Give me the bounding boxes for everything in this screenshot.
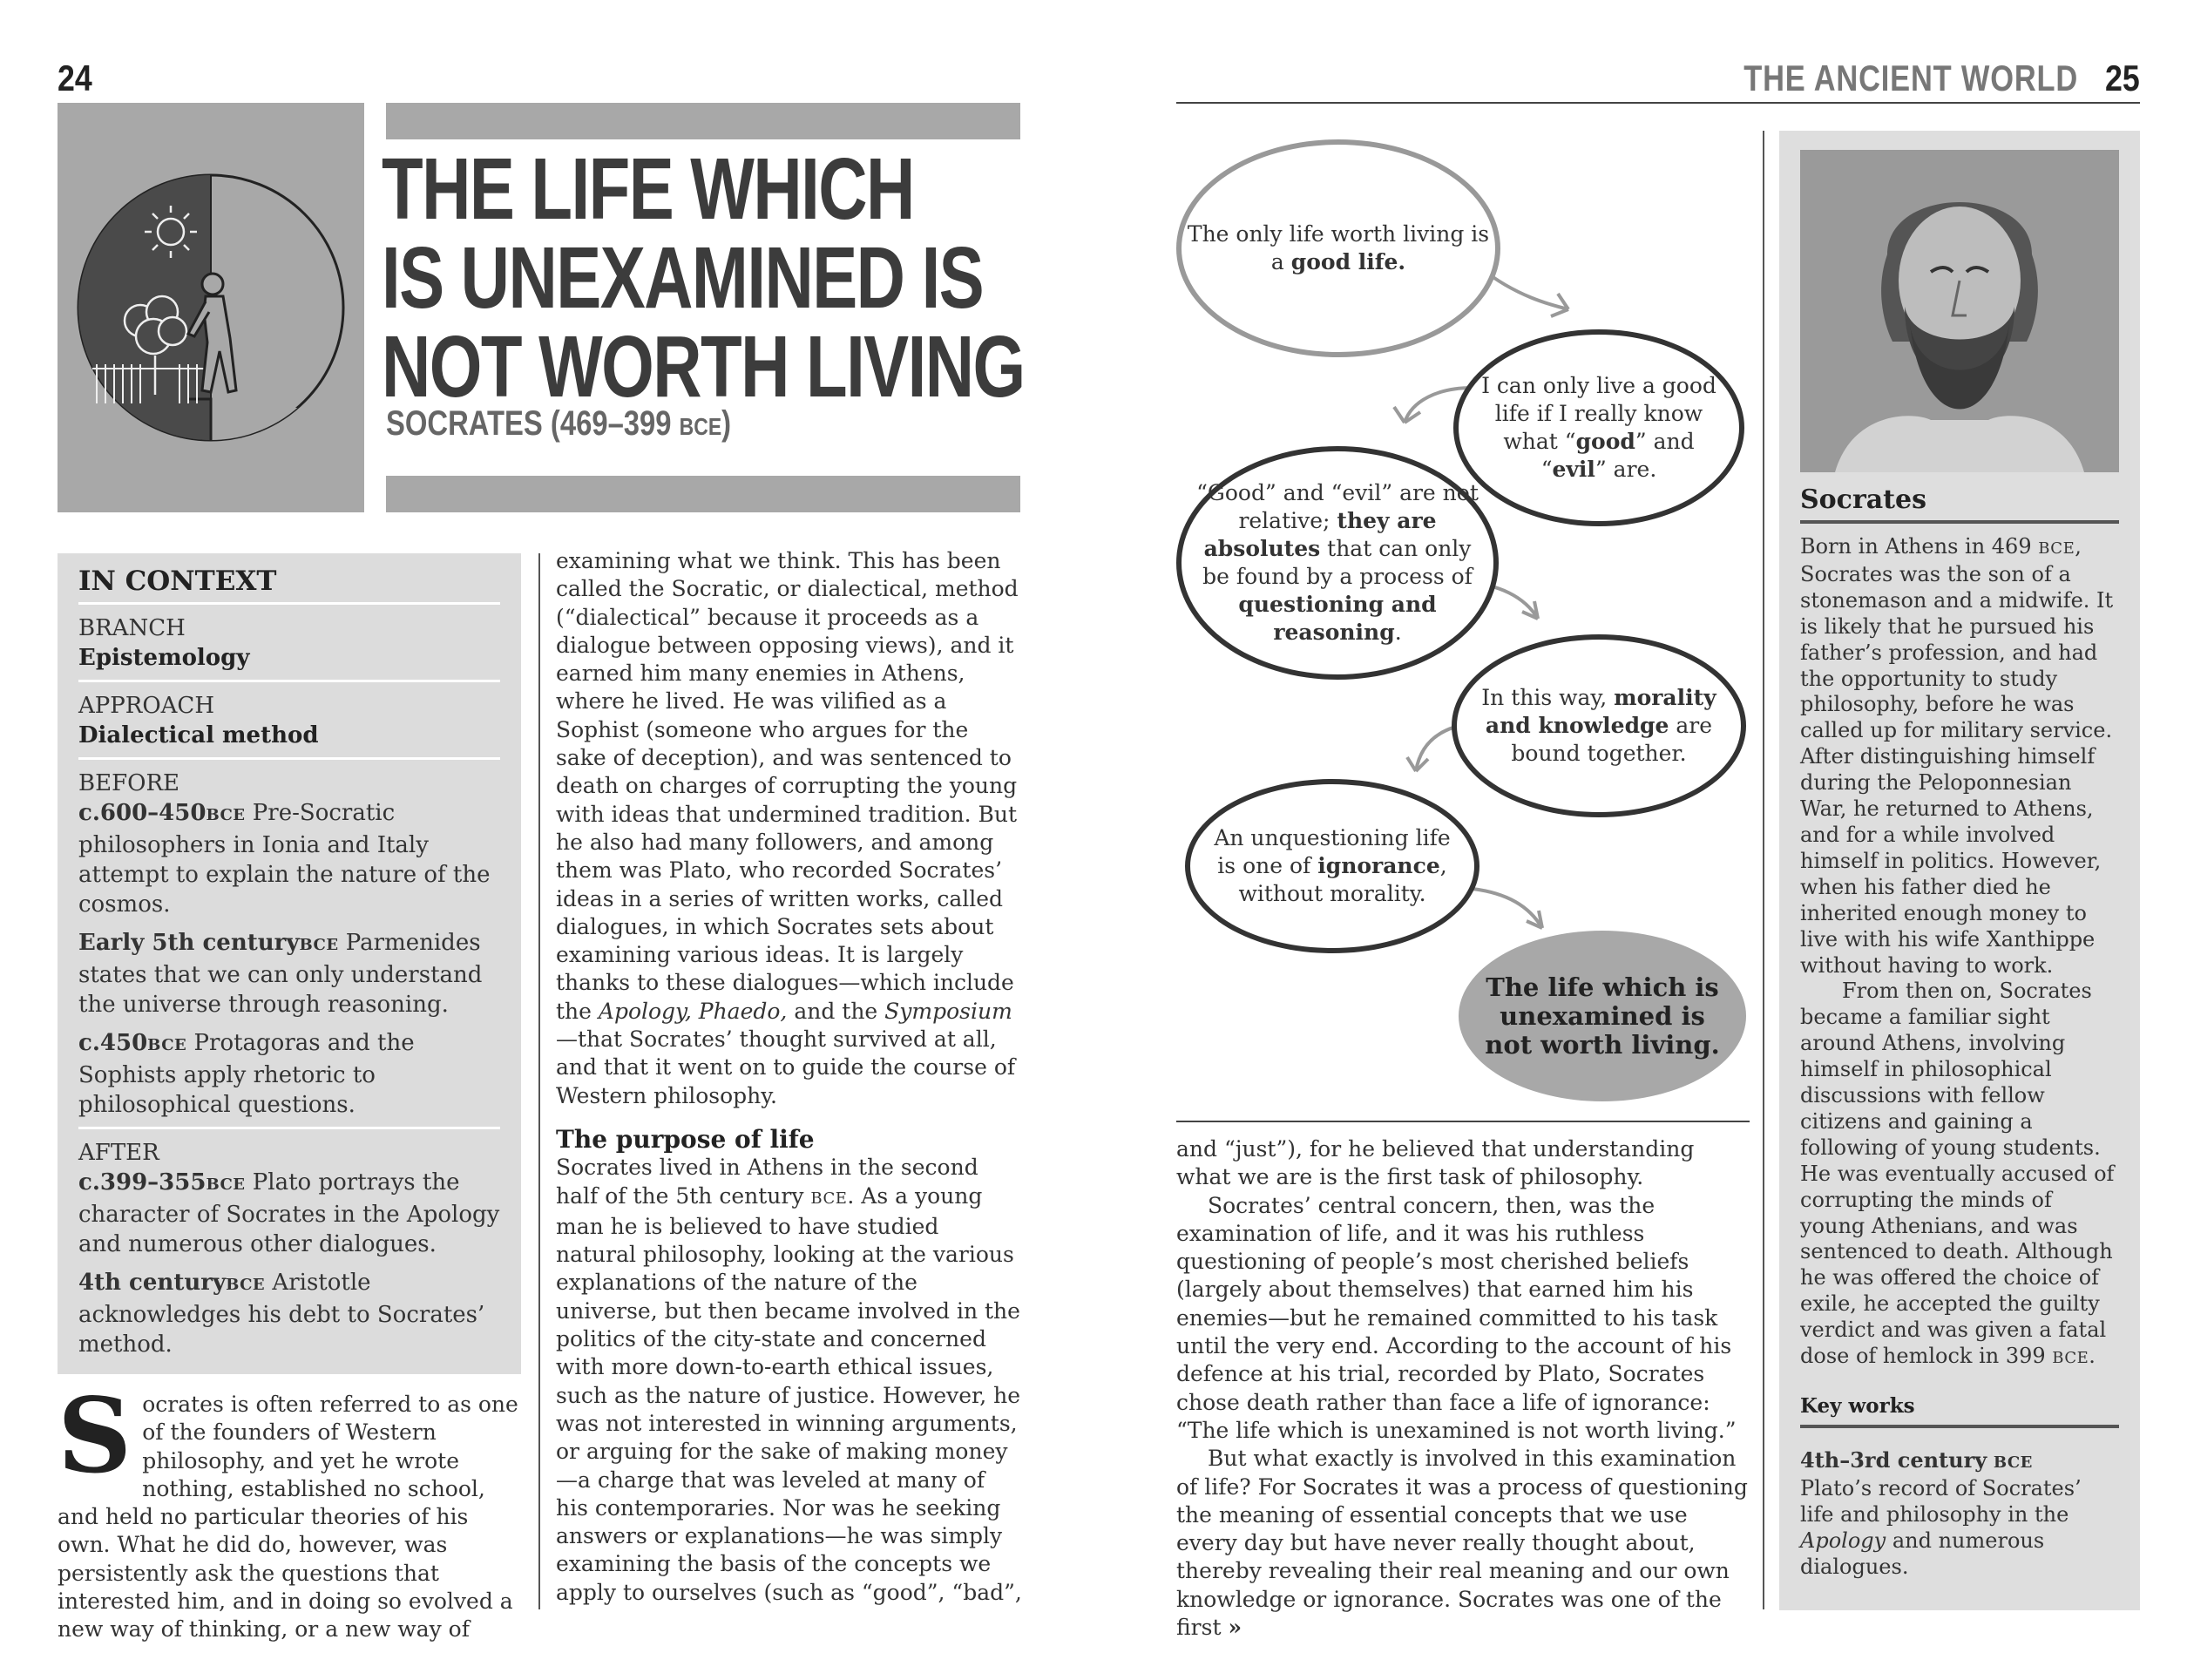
socrates-portrait [1800, 150, 2119, 472]
diagram-rule [1176, 1121, 1750, 1122]
branch-section: BRANCH Epistemology [78, 605, 500, 682]
biography-sidebar [1779, 131, 2140, 1610]
flow-conclusion-bubble: The life which is unexamined is not worth living. [1459, 931, 1746, 1101]
in-context-box [58, 553, 521, 1374]
flow-bubble-3: “Good” and “evil” are not relative; they are absolutes that can only be found by a process of questioning and reasoning. [1176, 446, 1499, 680]
after-item: 4th centuryBCE Aristotle acknowledges his debt to Socrates’ method. [78, 1270, 485, 1358]
column-divider-right [1763, 131, 1764, 1609]
in-context-heading: IN CONTEXT [78, 566, 500, 605]
page-number-left: 24 [58, 58, 92, 98]
body-column-2: examining what we think. This has been called the Socratic, or dialectical, method (“dialectical” because it proceeds as a dialogue between opposing views), and it earned him many enemies in Athens, where he lived. He was vilified as a Sophist (someone who argues for the sake of deception), and was sentenced to death on charges of corrupting the young with ideas that undermined tradition. But he also had many followers, and among them was Plato, who recorded Socrates’ ideas in a series of written works, called dialogues, in which Socrates sets about examining various ideas. It is largely thanks to these dialogues—which include the Apology, Phaedo, and the Symposium—that Socrates’ thought survived at all, and that it went on to guide the course of Western philosophy. The purpose of life Socrates lived in Athens in the second half of the 5th century BCE. As a young man he is believed to have studied natural philosophy, looking at the various explanations of the nature of the universe, but then became involved in the politics of the city-state and concerned with more down-to-earth ethical issues, such as the nature of justice. However, he was not interested in winning arguments, or arguing for the sake of making money—a charge that was leveled at many of his contemporaries. Nor was he seeking answers or explanations—he was simply examining the basis of the concepts we apply to ourselves (such as “good”, “bad”, [556, 548, 1022, 1605]
flow-bubble-4: In this way, morality and knowledge are bound together. [1452, 634, 1746, 817]
sidebar-bio: Born in Athens in 469 BCE, Socrates was the son of a stonemason and a midwife. It is likely that he pursued his father’s profession, and had the opportunity to study philosophy, before he was called up for military service. After distinguishing himself during the Peloponnesian War, he returned to Athens, and for a while involved himself in politics. However, when his father died he inherited enough money to live with his wife Xanthippe without having to work. From then on, Socrates became a familiar sight around Athens, involving himself in philosophical discussions with fellow citizens and gaining a following of young students. He was eventually accused of corrupting the minds of young Athenians, and was sentenced to death. Although he was offered the choice of exile, he accepted the guilty verdict and was given a fatal dose of hemlock in 399 BCE. [1800, 534, 2115, 1369]
body-column-1: Socrates is often referred to as one of the founders of Western philosophy, and yet he wrote nothing, established no school, and held no particular theories of his own. What he did do, however, was persistently ask the questions that interested him, and in doing so evolved a new way of thinking, or a new way of [58, 1375, 518, 1643]
after-section: AFTER c.399–355BCE Plato portrays the character of Socrates in the Apology and numerous other dialogues. 4th centuryBCE Aristotle acknowledges his debt to Socrates’ method. [78, 1140, 500, 1358]
title-bar-bottom [386, 476, 1020, 512]
byline: SOCRATES (469–399 BCE) [386, 404, 732, 443]
continue-mark: » [1228, 1615, 1242, 1641]
sidebar-name: Socrates [1800, 484, 2119, 524]
body-column-3: and “just”), for he believed that understanding what we are is the first task of philosophy. Socrates’ central concern, then, was the examination of life, and it was his ruthless questioning of people’s most cherished beliefs (largely about themselves) that earned him his enemies—but he remained committed to his task until the very end. According to the account of his defence at his trial, recorded by Plato, Socrates chose death rather than face a life of ignorance: “The life which is unexamined is not worth living.” But what exactly is involved in this examination of life? For Socrates it was a process of questioning the meaning of essential concepts that we use every day but have never really thought about, thereby revealing their real meaning and our own knowledge or ignorance. Socrates was one of the first » [1176, 1136, 1748, 1641]
illustration-panel [58, 103, 364, 512]
socrates-bust-image [1800, 150, 2119, 472]
headline [382, 140, 1025, 416]
philosopher-illustration [58, 103, 364, 512]
before-item: Early 5th centuryBCE Parmenides states that we can only understand the universe through reasoning. [78, 930, 483, 1018]
header-rule [1176, 102, 2140, 104]
before-section: BEFORE c.600–450BCE Pre-Socratic philosophers in Ionia and Italy attempt to explain the nature of the cosmos. Early 5th centuryBCE Parmenides states that we can only understand the universe through reasoning. c.450BCE Protagoras and the Sophists apply rhetoric to philosophical questions. [78, 760, 500, 1129]
flow-bubble-5: An unquestioning life is one of ignorance, without morality. [1185, 779, 1479, 953]
key-works-entry: 4th–3rd century BCE Plato’s record of Socrates’ life and philosophy in the Apology and numerous dialogues. [1800, 1447, 2082, 1579]
key-works-heading: Key works [1800, 1394, 2119, 1428]
column-divider-left [538, 553, 540, 1609]
headline-line-1: THE LIFE WHICH [382, 140, 914, 238]
page-number-right: 25 [2105, 58, 2140, 98]
title-bar-top [386, 103, 1020, 139]
subheading-purpose: The purpose of life [556, 1124, 815, 1154]
before-item: c.600–450BCE Pre-Socratic philosophers in Ionia and Italy attempt to explain the nature of the cosmos. [78, 800, 491, 918]
after-item: c.399–355BCE Plato portrays the character of Socrates in the Apology and numerous other dialogues. [78, 1169, 500, 1257]
flow-diagram [1176, 122, 1751, 1107]
headline-line-2: IS UNEXAMINED IS [382, 229, 984, 327]
running-head: THE ANCIENT WORLD [1744, 58, 2078, 98]
flow-bubble-1: The only life worth living is a good life. [1176, 139, 1500, 357]
headline-line-3: NOT WORTH LIVING [382, 318, 1025, 416]
flow-bubble-2: I can only live a good life if I really know what “good” and “evil” are. [1453, 329, 1744, 526]
drop-cap: S [58, 1375, 132, 1496]
before-item: c.450BCE Protagoras and the Sophists apply rhetoric to philosophical questions. [78, 1030, 415, 1118]
approach-section: APPROACH Dialectical method [78, 682, 500, 760]
